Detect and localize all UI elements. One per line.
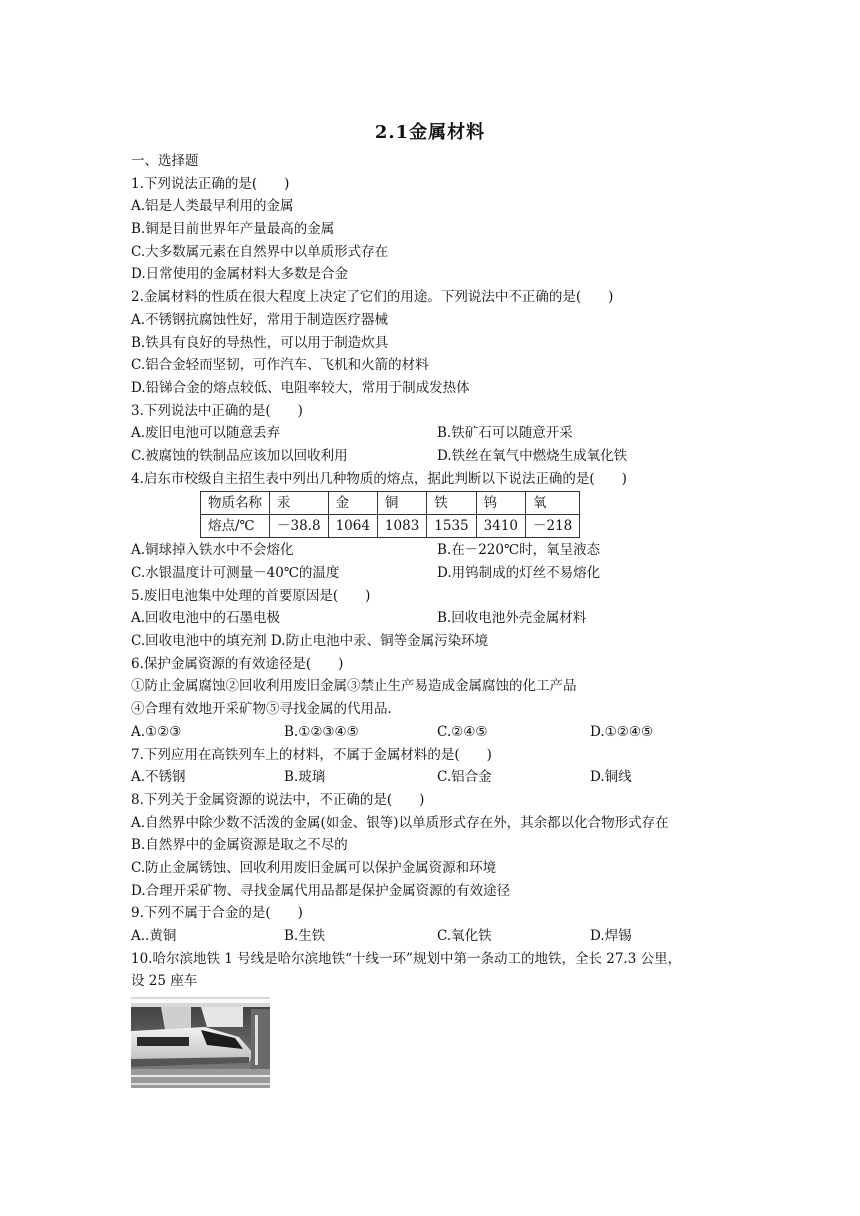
q5-options-cd: C.回收电池中的填充剂 D.防止电池中汞、铜等金属污染环境 xyxy=(131,633,489,650)
question-list xyxy=(131,150,771,993)
q4-options-cd xyxy=(131,562,771,585)
q6-option-b: B.①②③④⑤ xyxy=(284,723,359,740)
table-cell: 汞 xyxy=(270,492,329,515)
q5-option-a: A.回收电池中的石墨电极 xyxy=(131,610,281,627)
q9-option-b: B.生铁 xyxy=(284,928,326,944)
q9-options xyxy=(131,925,771,948)
q1-option-d: D.日常使用的金属材料大多数是合金 xyxy=(131,266,349,283)
q4-option-c: C.水银温度计可测量－40℃的温度 xyxy=(131,565,340,581)
q4-stem: 4.启东市校级自主招生表中列出几种物质的熔点，据此判断以下说法正确的是( ) xyxy=(131,470,627,487)
q4-option-b: B.在－220℃时，氧呈液态 xyxy=(437,542,601,559)
q3-stem: 3.下列说法中正确的是( ) xyxy=(131,402,303,419)
table-cell: 1064 xyxy=(328,515,377,538)
q1-option-b: B.铜是目前世界年产量最高的金属 xyxy=(131,221,335,238)
q5-option-b: B.回收电池外壳金属材料 xyxy=(437,610,587,627)
q2-option-c: C.铝合金轻而坚韧，可作汽车、飞机和火箭的材料 xyxy=(131,357,429,374)
q7-options xyxy=(131,766,771,789)
q6-items-line1: ①防止金属腐蚀②回收利用废旧金属③禁止生产易造成金属腐蚀的化工产品 xyxy=(131,678,577,695)
q8-option-b: B.自然界中的金属资源是取之不尽的 xyxy=(131,837,348,854)
melting-point-table-wrap xyxy=(131,490,771,539)
q4-option-d: D.用钨制成的灯丝不易熔化 xyxy=(437,565,601,581)
q5-stem: 5.废旧电池集中处理的首要原因是( ) xyxy=(131,587,371,604)
table-cell: 3410 xyxy=(476,515,525,538)
q7-option-d: D.铜线 xyxy=(590,769,632,786)
table-cell: 物质名称 xyxy=(201,492,270,515)
q6-option-c: C.②④⑤ xyxy=(437,723,488,740)
table-cell: 1083 xyxy=(377,515,426,538)
metro-train-photo xyxy=(131,997,270,1088)
q3-option-a: A.废旧电池可以随意丢弃 xyxy=(131,425,281,442)
q7-stem: 7.下列应用在高铁列车上的材料，不属于金属材料的是( ) xyxy=(131,746,492,763)
q2-stem: 2.金属材料的性质在很大程度上决定了它们的用途。下列说法中不正确的是( ) xyxy=(131,289,614,306)
table-cell: 铜 xyxy=(377,492,426,515)
table-cell: 铁 xyxy=(427,492,476,515)
section-heading: 一、选择题 xyxy=(131,153,199,169)
table-cell: －218 xyxy=(526,515,580,538)
q6-option-d: D.①②④⑤ xyxy=(590,723,654,740)
q8-stem: 8.下列关于金属资源的说法中，不正确的是( ) xyxy=(131,791,425,808)
q1-option-c: C.大多数属元素在自然界中以单质形式存在 xyxy=(131,243,389,260)
q4-options-ab xyxy=(131,539,771,562)
q7-option-b: B.玻璃 xyxy=(284,769,326,786)
q8-option-a: A.自然界中除少数不活泼的金属(如金、银等)以单质形式存在外，其余都以化合物形式存在 xyxy=(131,814,669,831)
q2-option-a: A.不锈钢抗腐蚀性好，常用于制造医疗器械 xyxy=(131,311,389,328)
q3-options-cd xyxy=(131,445,771,468)
q5-options-ab xyxy=(131,607,771,630)
q1-option-a: A.铝是人类最早利用的金属 xyxy=(131,198,294,215)
q8-option-d: D.合理开采矿物、寻找金属代用品都是保护金属资源的有效途径 xyxy=(131,882,511,899)
q4-option-a: A.铜球掉入铁水中不会熔化 xyxy=(131,542,294,559)
q10-stem-line1: 10.哈尔滨地铁 1 号线是哈尔滨地铁“十线一环”规划中第一条动工的地铁，全长 27.3 公里， xyxy=(131,950,682,967)
q6-items-line2: ④合理有效地开采矿物⑤寻找金属的代用品. xyxy=(131,701,392,718)
table-cell: －38.8 xyxy=(270,515,329,538)
q6-option-a: A.①②③ xyxy=(131,723,182,740)
q6-stem: 6.保护金属资源的有效途径是( ) xyxy=(131,655,344,672)
q8-option-c: C.防止金属锈蚀、回收利用废旧金属可以保护金属资源和环境 xyxy=(131,859,497,876)
q7-option-a: A.不锈钢 xyxy=(131,769,186,786)
q9-option-a: A..黄铜 xyxy=(131,928,177,944)
q7-option-c: C.铝合金 xyxy=(437,769,492,786)
q1-stem: 1.下列说法正确的是( ) xyxy=(131,175,290,192)
q9-option-d: D.焊锡 xyxy=(590,928,632,944)
q2-option-d: D.铅锑合金的熔点较低、电阻率较大，常用于制成发热体 xyxy=(131,379,470,396)
table-cell: 氧 xyxy=(526,492,580,515)
table-header-row xyxy=(201,492,580,515)
table-cell: 熔点/℃ xyxy=(201,515,270,538)
table-cell: 金 xyxy=(328,492,377,515)
q10-stem-line2: 设 25 座车 xyxy=(131,973,198,990)
q3-option-d: D.铁丝在氧气中燃烧生成氧化铁 xyxy=(437,447,628,464)
q9-option-c: C.氧化铁 xyxy=(437,928,492,944)
table-cell: 1535 xyxy=(427,515,476,538)
table-cell: 钨 xyxy=(476,492,525,515)
metro-train-illustration xyxy=(131,997,270,1088)
q3-option-c: C.被腐蚀的铁制品应该加以回收利用 xyxy=(131,447,348,464)
melting-point-table xyxy=(200,491,580,538)
q2-option-b: B.铁具有良好的导热性，可以用于制造炊具 xyxy=(131,334,389,351)
q6-options xyxy=(131,721,771,744)
q9-stem: 9.下列不属于合金的是( ) xyxy=(131,905,303,922)
q3-options-ab xyxy=(131,422,771,445)
page-title: 2.1金属材料 xyxy=(374,122,486,143)
table-row xyxy=(201,515,580,538)
q3-option-b: B.铁矿石可以随意开采 xyxy=(437,425,573,442)
